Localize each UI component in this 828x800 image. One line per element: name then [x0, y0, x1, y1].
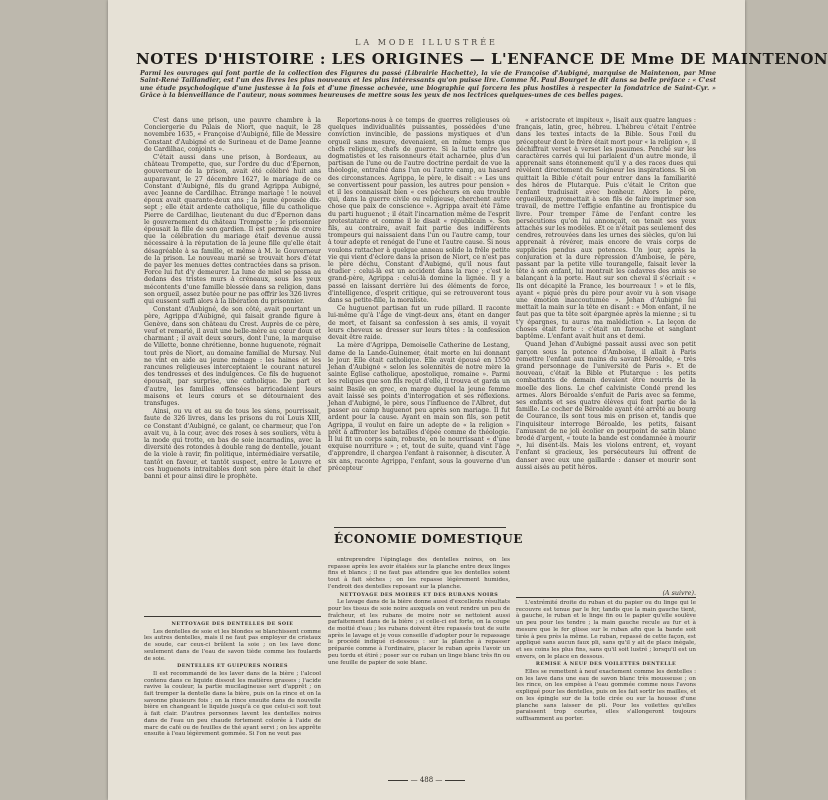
subsection-heading: NETTOYAGE DES DENTELLES DE SOIE	[171, 621, 294, 627]
section-divider	[516, 597, 696, 598]
page-number-wrap	[108, 776, 745, 784]
economie-column-1	[144, 620, 321, 745]
article-column-2	[328, 117, 510, 523]
paragraph: C'est dans une prison, une pauvre chambre à la Conciergerie du Palais de Niort, que naquit, le 28 novembre 1635, « Françoise d'Aubigné, fille de Messire Constant d'Aubigné et de Surineau et de Dame Jeanne de Cardilhac, conjoints ».	[144, 117, 321, 153]
article-column-3	[516, 117, 696, 587]
section-title: ÉCONOMIE DOMESTIQUE	[334, 532, 523, 546]
magazine-page	[108, 0, 828, 800]
subsection-heading: DENTELLES ET GUIPURES NOIRES	[177, 663, 288, 670]
paragraph: « aristocrate et impiteux », lisait aux quatre langues : français, latin, grec, hébreu. L'hébreu c'était l'entrée dans les textes intacts de la Bible. Sous l'œil du précepteur dont le frère était mort pour « la religion », il déchiffrait verset à verset les psaumes. Penché sur les caractères carrés qui lui parlaient d'un autre monde, il apprenait sans étonnement qu'il y a des races dues qui révèlent directement du Seigneur les inspirations. Si on quittait la Bible c'était pour entrer dans la familiarité des héros de Plutarque. Puis c'était le Criton que l'enfant traduisait avec bonheur. Alors le père, orgueilleux, promettait à son fils de faire imprimer son travail, de mettre l'effigie enfantine au frontispice du livre. Pour tremper l'âme de l'enfant contre les persécutions qu'on lui annonçait, on tenait ses yeux attachés sur les modèles. Et ce n'était pas seulement des cendres, retrouvées dans les urnes des siècles, qu'on lui apprenait à révérer, mais encore de vrais corps de suppliciés pendus aux potences. Un jour, après la conjuration et la dure répression d'Amboise, le père, passant par la petite ville tourangelle, faisait lever la tête à son enfant, lui montrait les cadavres des amis se balançant à la porte. Haut sur son cheval il s'écriait : « Ils ont décapité la France, les bourreaux ! » et le fils, ayant « piqué près du père pour avoir vu à son visage une émotion inaccoutumée ». Jehan d'Aubigné lui mettait la main sur la tête en disant : « Mon enfant, il ne faut pas que ta tête soit épargnée après la mienne ; si tu t'y épargnes, tu auras ma malédiction ». La leçon de choses était forte : c'était un farouche et sanglant baptême. L'enfant avait huit ans et demi.	[516, 117, 696, 341]
paragraph: Le lavage dans de la bière donne aussi d'excellents résultats pour les tissus de soie noire auxquels on veut rendre un peu de fraîcheur, et les rubans de moire noir se nettoient aussi parfaitement dans de la bière ; si celle-ci est forte, on la coupe de moitié d'eau ; les rubans doivent être repassés tout de suite après le lavage et je vous conseille d'adopter pour le repassage le procédé indiqué ci-dessous : sur la planche à repasser préparée comme à l'ordinaire, placer le ruban après l'avoir un peu tordu et étiré ; poser sur ce ruban un linge blanc très fin ou une feuille de papier de soie blanc.	[328, 599, 510, 666]
running-head: LA MODE ILLUSTRÉE	[355, 38, 498, 47]
section-divider	[144, 616, 321, 617]
article-title: NOTES D'HISTOIRE : LES ORIGINES — L'ENFANCE DE Mme DE MAINTENON	[136, 50, 828, 68]
subsection-heading: NETTOYAGE DES MOIRES ET DES RUBANS NOIRS	[339, 591, 499, 598]
subsection-heading: REMISE À NEUF DES VOILETTES DENTELLE	[535, 661, 677, 668]
economie-column-2	[328, 557, 510, 747]
paragraph: La mère d'Agrippa, Demoiselle Catherine de Lestang, dame de la Lande-Guinemer, était morte en lui donnant le jour. Elle était catholique. Elle avait épousé en 1550 Jehan d'Aubigné « selon les solennités de notre mère la sainte Église catholique, apostolique, romaine ». Parmi les reliques que son fils reçut d'elle, il trouva et garda un saint Basile en grec, en marge duquel la jeune femme avait laissé ses points d'interrogation et ses réflexions. Jehan d'Aubigné, le père, sous l'influence de l'Albret, dut passer au camp huguenot peu après son mariage. Il fut ardent pour la cause. Ayant en main son fils, son petit Agrippa, il voulut en faire un adepte de « la religion » prêt à affronter les batailles d'épée comme de théologie. Il lui fit un corps sain, robuste, en le nourrissant « d'une exquise nourriture » ; et, tout de suite, quand vint l'âge d'apprendre, il chargea l'enfant à raisonner, à discuter. À six ans, raconte Agrippa, l'enfant, sous la gouverne d'un précepteur	[328, 342, 510, 472]
page-number: — 488 —	[408, 776, 446, 784]
paragraph: Ce huguenot partisan fut un rude pillard. Il raconte lui-même qu'à l'âge de vingt-deux ans, étant en danger de mort, et faisant sa confession à ses amis, il voyait leurs cheveux se dresser sur leurs têtes : la confession devait être raide.	[328, 305, 510, 342]
to-be-continued: (A suivre).	[662, 589, 696, 597]
paragraph: L'extrémité droite du ruban et du papier ou du linge qui le recouvre est tenue par le fer, tandis que la main gauche tient, à gauche, le ruban et le linge fin ou le papier qu'elle soulève un peu pour les tendre ; la main gauche recule au fur et à mesure que le fer glisse sur le ruban afin que la bande soit tirée à peu près la même. Le ruban, repassé de cette façon, est appliqué sans aucun faux pli, sans qu'il y ait de place inégale, et ses coins les plus fins, sans qu'il soit lustré ; lorsqu'il est un envers, on le place en dessous.	[516, 600, 696, 660]
paragraph: Ainsi, ou vu et au su de tous les siens, pourrissait, faute de 326 livres, dans les prisons du roi Louis XIII, ce Constant d'Aubigné, ce galant, ce charmeur, que l'on avait vu, à la cour, avec des roses à ses souliers, vêtu à la mode qui trotte, en bas de soie incarnadins, avec la diversité des rotondes à double rang de dentelle, jouant de la viole à ravir, fin politique, intermédiaire versatile, tantôt en faveur, et tantôt suspect, entre le Louvre et ces huguenots intraitables dont son père était le chef banni et pour ainsi dire le prophète.	[144, 408, 321, 480]
paragraph: Quand Jehan d'Aubigné passait aussi avec son petit garçon sous la potence d'Amboise, il allait à Paris remettre l'enfant aux mains du savant Béroalde, « très grand personnage de l'université de Paris ». Et de nouveau, c'était la Bible et Plutarque : les petits combattants de demain devaient être nourris de la moelle des lions. Le chef calviniste Condé prend les armes. Alors Béroalde s'enfuit de Paris avec sa femme, ses enfants et ses quatre élèves qui font partie de la famille. Le cocher de Béroalde ayant été arrêté au bourg de Courance, ils sont tous mis en prison et, tandis que l'inquisiteur interroge Béroalde, les petits, faisant l'amusant de ne joli écolier en pourpoint de satin blanc brodé d'argent, « toute la bande est condamnée à mourir », lui disent-ils. Mais les violons entrent, et, voyant l'enfant si gracieux, les persécuteurs lui offrent de danser avec eux une gaillarde : danser et mourir sont aussi aisés au petit héros.	[516, 341, 696, 471]
paragraph: Elles se remettent à neuf exactement comme les dentelles : on les lave dans une eau de savon blanc très mousseuse ; on les rince, on les empèse à l'eau gommée comme nous l'avons expliqué pour les dentelles, puis on les fait sortir les mailles, et on les épingle sur de la toile cirée ou sur la housse d'une planche sans laisser de pli. Pour les voilettes qu'elles paraissent trop courtes, elles s'allongeront toujours suffisamment au porter.	[516, 669, 696, 722]
paragraph: Il est recommandé de les laver dans de la bière ; l'alcool contenu dans ce liquide dissout les matières grasses ; l'acide ravive la couleur, la partie mucilagineuse sert d'apprêt ; on fait tremper la dentelle dans la bière, puis on la rince et on la savonne plusieurs fois ; on la rince ensuite dans de nouvelle bière en changeant le liquide jusqu'à ce que celui-ci soit tout à fait clair. D'autres personnes lavent les dentelles noires dans de l'eau un peu chaude fortement colorée à l'aide de marc de café ou de feuilles de thé ayant servi ; on les apprête ensuite à l'eau légèrement gommée. Si l'on ne veut pas	[144, 670, 321, 738]
article-intro: Parmi les ouvrages qui font partie de la collection des Figures du passé (Librairie Hachette), la vie de Françoise d'Aubigné, marquise de Maintenon, par Mme Saint-René Taillandier, est l'un des livres les plus nouveaux et les plus intéressants qu'on puisse lire. Comme M. Paul Bourget le dit dans sa belle préface : « C'est une étude psychologique d'une justesse à la fois et d'une finesse achevée, une biographie qui forcera les plus hostiles à respecter la fondatrice de Saint-Cyr. » Grâce à la bienveillance de l'auteur, nous sommes heureuses de mettre sous les yeux de nos lectrices quelques-unes de ces belles pages.	[140, 70, 716, 100]
paragraph: entreprendre l'épinglage des dentelles noires, on les repasse après les avoir étalées sur la planche entre deux linges fins et blancs ; il ne faut pas attendre que les dentelles soient tout à fait sèches ; on les repasse légèrement humides, l'endroit des dentelles reposant sur la planche.	[328, 557, 510, 590]
section-divider	[334, 527, 506, 528]
paragraph: Constant d'Aubigné, de son côté, avait pourtant un père, Agrippa d'Aubigné, qui faisait grande figure à Genève, dans son château du Crest. Auprès de ce père, veuf et remarié, il avait une belle-mère au cœur doux et charmant ; il avait deux sœurs, dont l'une, la marquise de Villette, bonne chrétienne, bonne huguenote, régnait tout près de Niort, au domaine familial de Mursay. Nul ne vint en aide au jeune ménage : les haines et les rancunes religieuses interceptaient le courant naturel des tendresses et des indulgences. Ce fils de huguenot épousait, par surprise, une catholique. De part et d'autre, les familles offensées barricadaient leurs maisons et leurs cœurs et se détournaient des transfuges.	[144, 306, 321, 407]
paragraph: C'était aussi dans une prison, à Bordeaux, au château Trompette, que, sur l'ordre du duc d'Épernon, gouverneur de la prison, avait été célébré huit ans auparavant, le 27 décembre 1627, le mariage de ce Constant d'Aubigné, fils du grand Agrippa Aubigné, avec Jeanne de Cardilhac. Étrange mariage ! le nouvel époux avait quarante-deux ans ; la jeune épousée dix-sept ; elle était ardente catholique, fille du catholique Pierre de Cardilhac, lieutenant du duc d'Épernon dans le gouvernement du château Trompette ; le prisonnier épousait la fille de son gardien. Il est permis de croire que la célébration du mariage était devenue aussi nécessaire à la réputation de la jeune fille qu'elle était désagréable à sa famille, et même à M. le Gouverneur de la prison. Le nouveau marié se trouvait hors d'état de payer les menues dettes contractées dans sa prison. Force lui fut d'y demeurer. La lune de miel se passa au dedans des tristes murs à créneaux, sous les yeux mécontents d'une famille blessée dans sa religion, dans son orgueil, assez butée pour ne pas offrir les 326 livres qui eussent suffi alors à la libération du prisonnier.	[144, 154, 321, 306]
article-column-1	[144, 117, 321, 617]
economie-column-3	[516, 600, 696, 745]
paragraph: Reportons-nous à ce temps de guerres religieuses où quelques individualités puissantes, possédées d'une conviction invincible, de passions mystiques et d'un orgueil sans mesure, devenaient, en même temps que chefs religieux, chefs de guerre. Si la lutte entre les dogmatistes et les raisonneurs était acharnée, plus d'un partisan de l'une ou de l'autre doctrine perdait de vue la théologie, entraîné dans l'un ou l'autre camp, au hasard des circonstances. Agrippa, le père, le disait : « Les uns se convertissent pour passion, les autres pour pension » et il les connaissait bien « ces pécheurs en eau trouble qui, dans la guerre civile ou religieuse, cherchent autre chose que paix de conscience ». Agrippa avait été l'âme du parti huguenot ; il était l'incarnation même de l'esprit protestataire et comme il le disait « républicain ». Son fils, au contraire, avait fait partie des indifférents trompeurs qui naissaient dans l'un ou l'autre camp, tour à tour adepte et renégat de l'une et l'autre cause. Si nous voulons rattacher à quelque anneau solide la frêle petite vie qui vient d'éclore dans la prison de Niort, ce n'est pas le père déchu, Constant d'Aubigné, qu'il nous faut étudier : celui-là est un accident dans la race ; c'est le grand-père, Agrippa : celui-là domine la lignée. Il y a passé en laissant derrière lui des éléments de force, d'intelligence, d'esprit critique, qui se retrouveront tous dans sa petite-fille, la moraliste.	[328, 117, 510, 305]
paragraph: Les dentelles de soie et les blondes se blanchissent comme les autres dentelles, mais il ne faut pas employer de cristaux de soude, car ceux-ci brûlent la soie ; on les lave donc seulement dans de l'eau de savon tiède comme les foulards de soie.	[144, 628, 321, 662]
